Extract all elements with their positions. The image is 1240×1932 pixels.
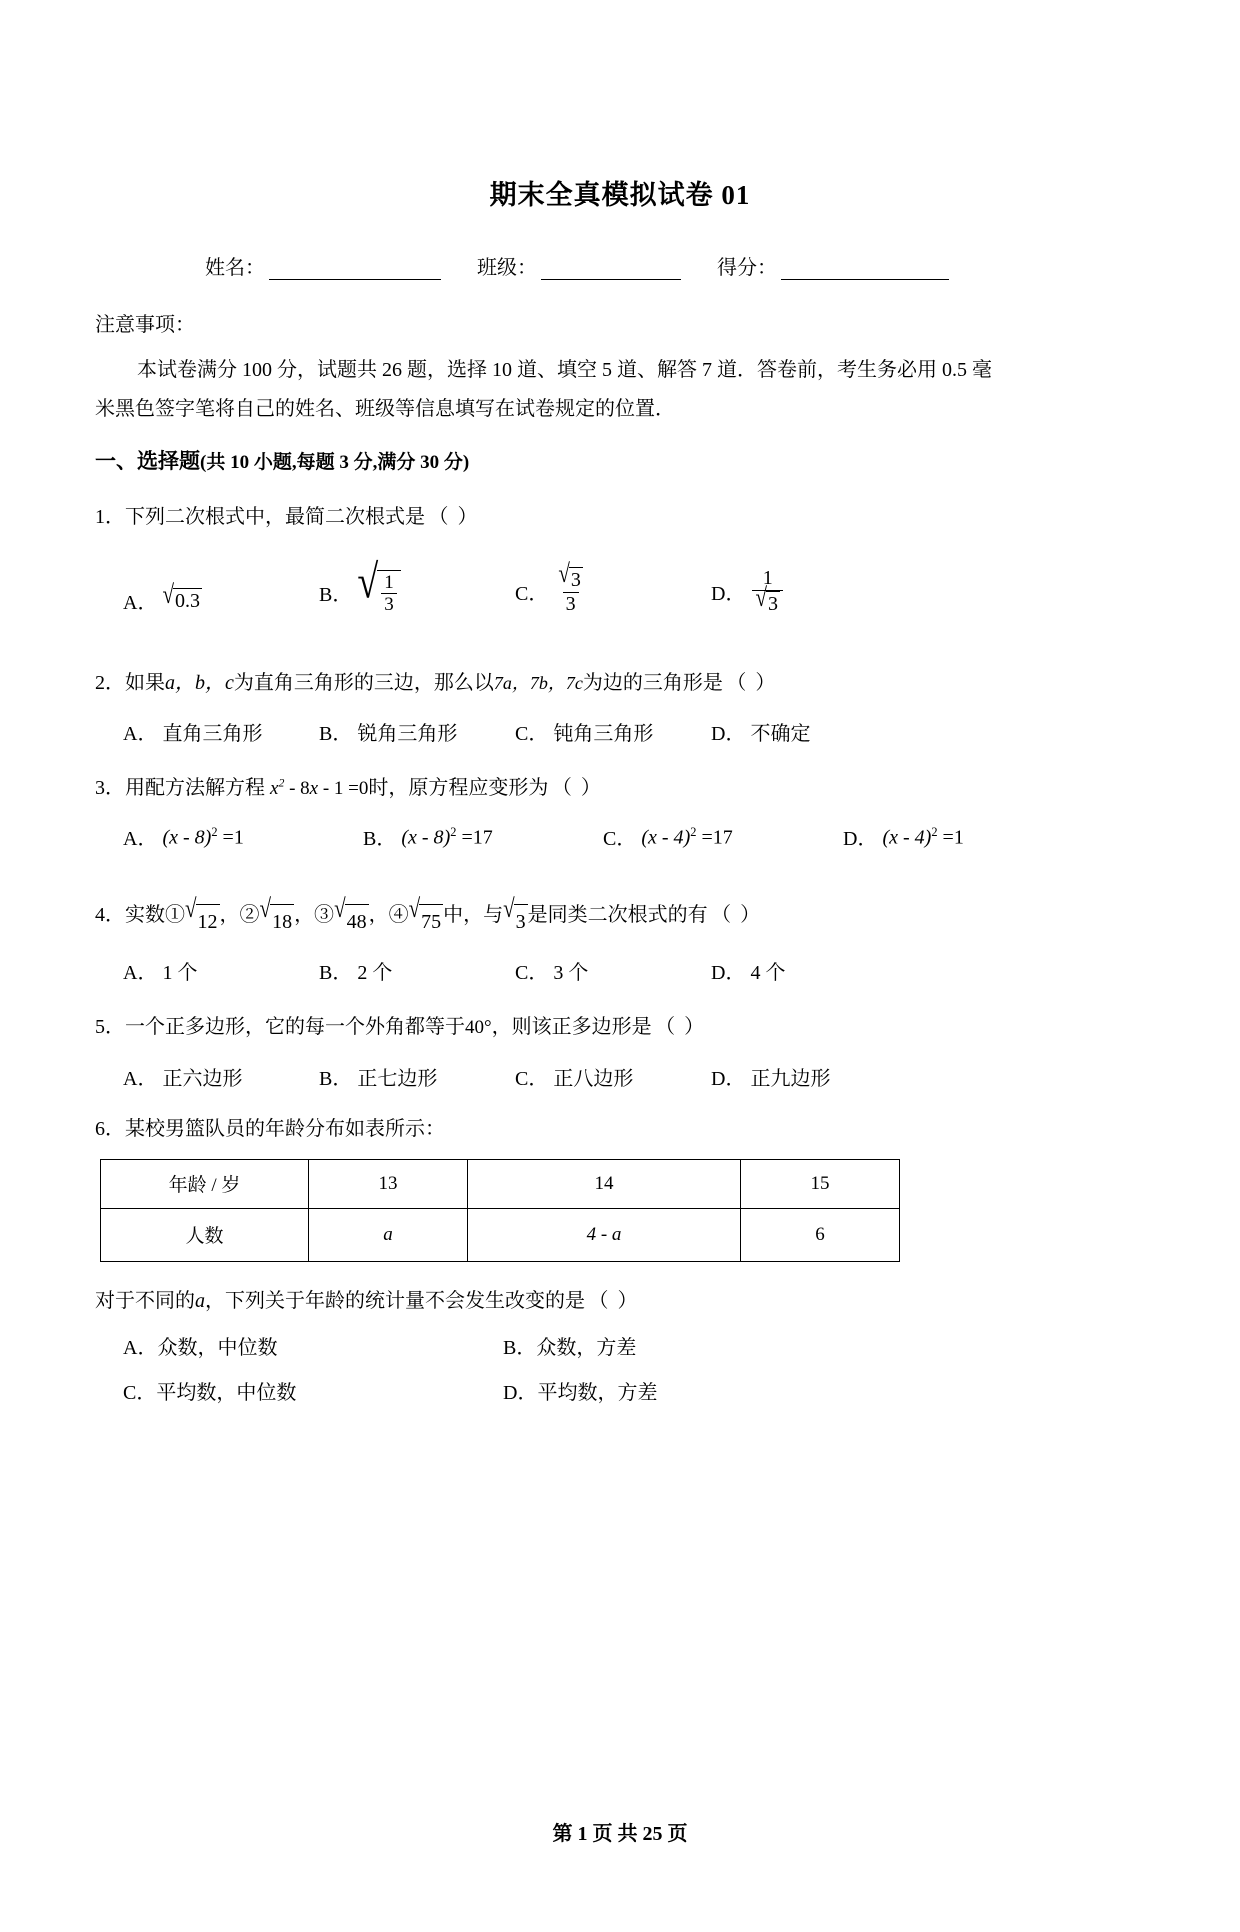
question-1-answer-paren[interactable]: （ ） xyxy=(428,506,480,529)
question-6-text: ．某校男篮队员的年龄分布如表所示： xyxy=(105,1117,445,1140)
question-4-choice-d[interactable] xyxy=(711,956,785,985)
radicand-value: 48 xyxy=(345,904,369,938)
question-6-prompt-a: 对于不同的 xyxy=(95,1289,195,1312)
choice-label-a: A． xyxy=(123,592,158,615)
question-1 xyxy=(95,501,1145,533)
question-4 xyxy=(95,893,1145,938)
table-row xyxy=(101,1208,900,1261)
question-2-choice-c[interactable] xyxy=(515,717,711,746)
question-4-choice-a[interactable] xyxy=(123,956,319,985)
choice-expression-d: (x - 4)$^2$ =1 xyxy=(882,824,964,849)
choice-text-d: 正九边形 xyxy=(750,1067,831,1090)
choice-text-a: 直角三角形 xyxy=(162,723,263,746)
question-4-answer-paren[interactable]: （ ） xyxy=(711,904,763,927)
choice-label-d: D． xyxy=(711,962,746,985)
question-2-variables: a，b，c xyxy=(165,672,234,695)
question-5-number: 5 xyxy=(95,1016,105,1039)
notice-heading: 注意事项： xyxy=(95,314,195,337)
expression-rhs: 17 xyxy=(472,826,493,849)
fraction-denominator: 3 xyxy=(563,592,579,615)
question-6-choices xyxy=(95,1331,1145,1405)
choice-label-a: A． xyxy=(123,723,158,746)
age-distribution-table xyxy=(100,1159,900,1262)
question-5-text-b: ，则该正多边形是 xyxy=(491,1016,652,1039)
question-2-sides: 7a，7b，7c xyxy=(493,673,583,694)
radicand-value: 3 xyxy=(767,592,778,615)
table-cell-age-15: 15 xyxy=(741,1159,900,1208)
table-cell-count-13: a xyxy=(309,1208,468,1261)
choice-text-b: 正七边形 xyxy=(357,1067,438,1090)
question-4-text-b: ，② xyxy=(219,904,260,927)
fraction-denominator: 3 xyxy=(381,593,397,615)
question-5-angle: 40° xyxy=(465,1017,492,1039)
class-blank[interactable] xyxy=(541,262,681,280)
choice-label-b: B． xyxy=(503,1336,537,1359)
question-2-number: 2 xyxy=(95,672,105,695)
question-4-text-a: ．实数① xyxy=(105,904,185,927)
question-2-choices xyxy=(95,717,1145,746)
notice-body xyxy=(95,351,1145,429)
question-1-choices xyxy=(95,555,1145,615)
sqrt-icon: √ 3 xyxy=(755,582,778,615)
question-5-text-a: ．一个正多边形，它的每一个外角都等于 xyxy=(105,1016,465,1039)
choice-text-c: 钝角三角形 xyxy=(553,723,654,746)
question-6 xyxy=(95,1113,1145,1145)
sqrt-icon: √ 12 xyxy=(185,904,220,938)
choice-label-c: C． xyxy=(515,1067,549,1090)
radicand-value: 0.3 xyxy=(174,590,200,613)
question-5-choice-c[interactable] xyxy=(515,1062,711,1091)
question-5-choice-b[interactable] xyxy=(319,1062,515,1091)
choice-label-d: D． xyxy=(711,582,746,605)
name-label: 姓名： xyxy=(205,257,265,280)
choice-text-d: 平均数，方差 xyxy=(537,1381,658,1404)
choice-label-a: A． xyxy=(123,962,158,985)
radicand-value: 18 xyxy=(270,904,294,938)
question-2-text-c: 为边的三角形是 xyxy=(582,672,723,695)
choice-text-a: 正六边形 xyxy=(162,1067,243,1090)
choice-expression-c: (x - 4)$^2$ =17 xyxy=(641,824,733,849)
question-5-choice-a[interactable] xyxy=(123,1062,319,1091)
choice-label-a: A． xyxy=(123,1336,158,1359)
question-6-choice-c[interactable] xyxy=(123,1376,503,1405)
choice-label-b: B． xyxy=(319,723,353,746)
question-6-choice-a[interactable] xyxy=(123,1331,503,1360)
question-1-stem xyxy=(95,501,1145,533)
choice-label-c: C． xyxy=(515,962,549,985)
choice-label-b: B． xyxy=(319,583,353,606)
table-cell-age-14: 14 xyxy=(467,1159,740,1208)
question-1-choice-b[interactable] xyxy=(319,555,515,616)
table-row xyxy=(101,1159,900,1208)
choice-expression-b: (x - 8)$^2$ =17 xyxy=(401,824,493,849)
question-2-choice-b[interactable] xyxy=(319,717,515,746)
radicand-value: 12 xyxy=(196,904,220,938)
choice-text-c: 3 个 xyxy=(553,962,589,985)
fraction-numerator: 1 xyxy=(384,571,394,593)
choice-label-c: C． xyxy=(123,1381,157,1404)
table-cell-count-14: 4 - a xyxy=(467,1208,740,1261)
question-1-choice-d[interactable] xyxy=(711,567,907,615)
question-5-answer-paren[interactable]: （ ） xyxy=(655,1016,707,1039)
question-3-number: 3 xyxy=(95,777,105,800)
table-row-label-age: 年龄 / 岁 xyxy=(101,1159,309,1208)
choice-text-d: 不确定 xyxy=(750,723,811,746)
choice-text-c: 平均数，中位数 xyxy=(156,1381,297,1404)
fraction xyxy=(555,558,586,615)
sqrt-icon: √ 75 xyxy=(409,904,444,938)
question-6-answer-paren[interactable]: （ ） xyxy=(588,1289,640,1312)
page-footer: 第 1 页 共 25 页 xyxy=(552,1823,688,1845)
question-4-text-d: ，④ xyxy=(368,904,409,927)
notice-line-1: 本试卷满分 100 分，试题共 26 题，选择 10 道、填空 5 道、解答 7 道．答卷前，考生务必用 0.5 毫 xyxy=(137,359,992,382)
choice-text-b: 锐角三角形 xyxy=(357,723,458,746)
choice-label-d: D． xyxy=(503,1381,538,1404)
question-2-choice-a[interactable] xyxy=(123,717,319,746)
question-6-prompt xyxy=(95,1284,1145,1313)
question-6-choice-b[interactable] xyxy=(503,1331,883,1360)
question-3-text-b: 时，原方程应变形为 xyxy=(368,777,549,800)
question-5-choices xyxy=(95,1062,1145,1091)
expression-base: x - 8 xyxy=(408,826,444,849)
question-4-text-f: 是同类二次根式的有 xyxy=(527,904,708,927)
expression-base: x - 8 xyxy=(169,826,205,849)
sqrt-icon: √ 18 xyxy=(260,904,295,938)
choice-label-d: D． xyxy=(711,1067,746,1090)
question-1-number: 1 xyxy=(95,506,105,529)
choice-expression-a: (x - 8)$^2$ =1 xyxy=(162,824,244,849)
expression-rhs: 1 xyxy=(233,826,244,849)
question-3-text-a: ．用配方法解方程 xyxy=(105,777,265,800)
question-4-number: 4 xyxy=(95,904,105,927)
sqrt-icon: √ 48 xyxy=(334,904,369,938)
section-meta: (共 10 小题,每题 3 分,满分 30 分) xyxy=(200,452,470,474)
question-3-equation: $x^2 - 8x - 1 =0$ xyxy=(270,776,369,800)
question-6-choice-row-2 xyxy=(123,1376,1145,1405)
section-label: 一、选择题 xyxy=(95,449,200,474)
exam-page xyxy=(0,178,1240,1932)
question-1-text: ．下列二次根式中，最简二次根式是 xyxy=(105,506,425,529)
choice-text-b: 众数，方差 xyxy=(536,1336,637,1359)
name-field[interactable] xyxy=(205,251,441,280)
notice-line-2: 米黑色签字笔将自己的姓名、班级等信息填写在试卷规定的位置． xyxy=(95,398,675,421)
sqrt-icon: √ $\frac{1}{3}$ xyxy=(357,570,400,616)
question-6-number: 6 xyxy=(95,1117,105,1140)
question-4-choice-b[interactable] xyxy=(319,956,515,985)
expression-base: x - 4 xyxy=(648,826,684,849)
question-2-text-b: 为直角三角形的三边，那么以 xyxy=(233,672,494,695)
score-field[interactable] xyxy=(717,251,949,280)
choice-label-c: C． xyxy=(515,723,549,746)
choice-text-b: 2 个 xyxy=(357,962,393,985)
question-2 xyxy=(95,667,1145,699)
section-heading-choice xyxy=(95,445,1145,475)
expression-rhs: 17 xyxy=(712,826,733,849)
radicand-value: 3 xyxy=(570,569,581,592)
choice-label-b: B． xyxy=(319,1067,353,1090)
choice-label-c: C． xyxy=(515,582,549,605)
question-3-choice-c[interactable] xyxy=(603,822,843,851)
question-4-text-c: ，③ xyxy=(294,904,335,927)
fraction-numerator xyxy=(555,558,586,592)
choice-text-d: 4 个 xyxy=(750,962,786,985)
choice-label-a: A． xyxy=(123,1067,158,1090)
choice-label-a: A． xyxy=(123,828,158,851)
fraction xyxy=(752,567,783,615)
question-3-choices xyxy=(95,822,1145,851)
question-5-choice-d[interactable] xyxy=(711,1062,830,1091)
question-6-choice-d[interactable] xyxy=(503,1376,883,1405)
sqrt-icon: √ 3 xyxy=(558,558,581,592)
class-label: 班级： xyxy=(477,257,537,280)
question-1-choice-c[interactable] xyxy=(515,558,711,615)
question-2-choice-d[interactable] xyxy=(711,717,810,746)
score-label: 得分： xyxy=(717,257,777,280)
sqrt-icon: √ 3 xyxy=(503,904,528,938)
question-5 xyxy=(95,1011,1145,1043)
question-3-answer-paren[interactable]: （ ） xyxy=(551,777,603,800)
question-6-prompt-b: ，下列关于年龄的统计量不会发生改变的是 xyxy=(205,1289,585,1312)
choice-text-c: 正八边形 xyxy=(553,1067,634,1090)
choice-label-c: C． xyxy=(603,828,637,851)
table-cell-count-15: 6 xyxy=(741,1208,900,1261)
radicand-value: 3 xyxy=(514,904,528,938)
question-2-answer-paren[interactable]: （ ） xyxy=(726,672,778,695)
class-field[interactable] xyxy=(477,251,681,280)
radicand-fraction xyxy=(377,570,401,616)
question-4-choice-c[interactable] xyxy=(515,956,711,985)
fraction-numerator: 1 xyxy=(762,567,773,590)
name-blank[interactable] xyxy=(269,262,441,280)
question-2-text-a: ．如果 xyxy=(105,672,165,695)
score-blank[interactable] xyxy=(781,262,949,280)
sqrt-icon: √ 0.3 xyxy=(162,579,200,613)
choice-text-a: 众数，中位数 xyxy=(157,1336,278,1359)
question-6-prompt-variable: a xyxy=(195,1289,205,1312)
question-4-text-e: 中，与 xyxy=(443,904,504,927)
question-3 xyxy=(95,772,1145,804)
question-6-choice-row-1 xyxy=(123,1331,1145,1360)
choice-text-a: 1 个 xyxy=(162,962,198,985)
table-row-label-count: 人数 xyxy=(101,1208,309,1261)
choice-label-d: D． xyxy=(843,828,878,851)
choice-label-b: B． xyxy=(319,962,353,985)
question-3-choice-b[interactable] xyxy=(363,822,603,851)
radicand-value: 75 xyxy=(419,904,443,938)
question-1-choice-a[interactable] xyxy=(123,579,319,615)
choice-label-b: B． xyxy=(363,828,397,851)
table-cell-age-13: 13 xyxy=(309,1159,468,1208)
question-4-choices xyxy=(95,956,1145,985)
page-title: 期末全真模拟试卷 01 xyxy=(489,180,751,210)
question-3-choice-a[interactable] xyxy=(123,822,363,851)
identity-row xyxy=(95,251,1145,280)
expression-rhs: 1 xyxy=(953,826,964,849)
fraction-denominator xyxy=(752,582,783,615)
choice-label-d: D． xyxy=(711,723,746,746)
expression-base: x - 4 xyxy=(889,826,925,849)
question-3-choice-d[interactable] xyxy=(843,822,964,851)
